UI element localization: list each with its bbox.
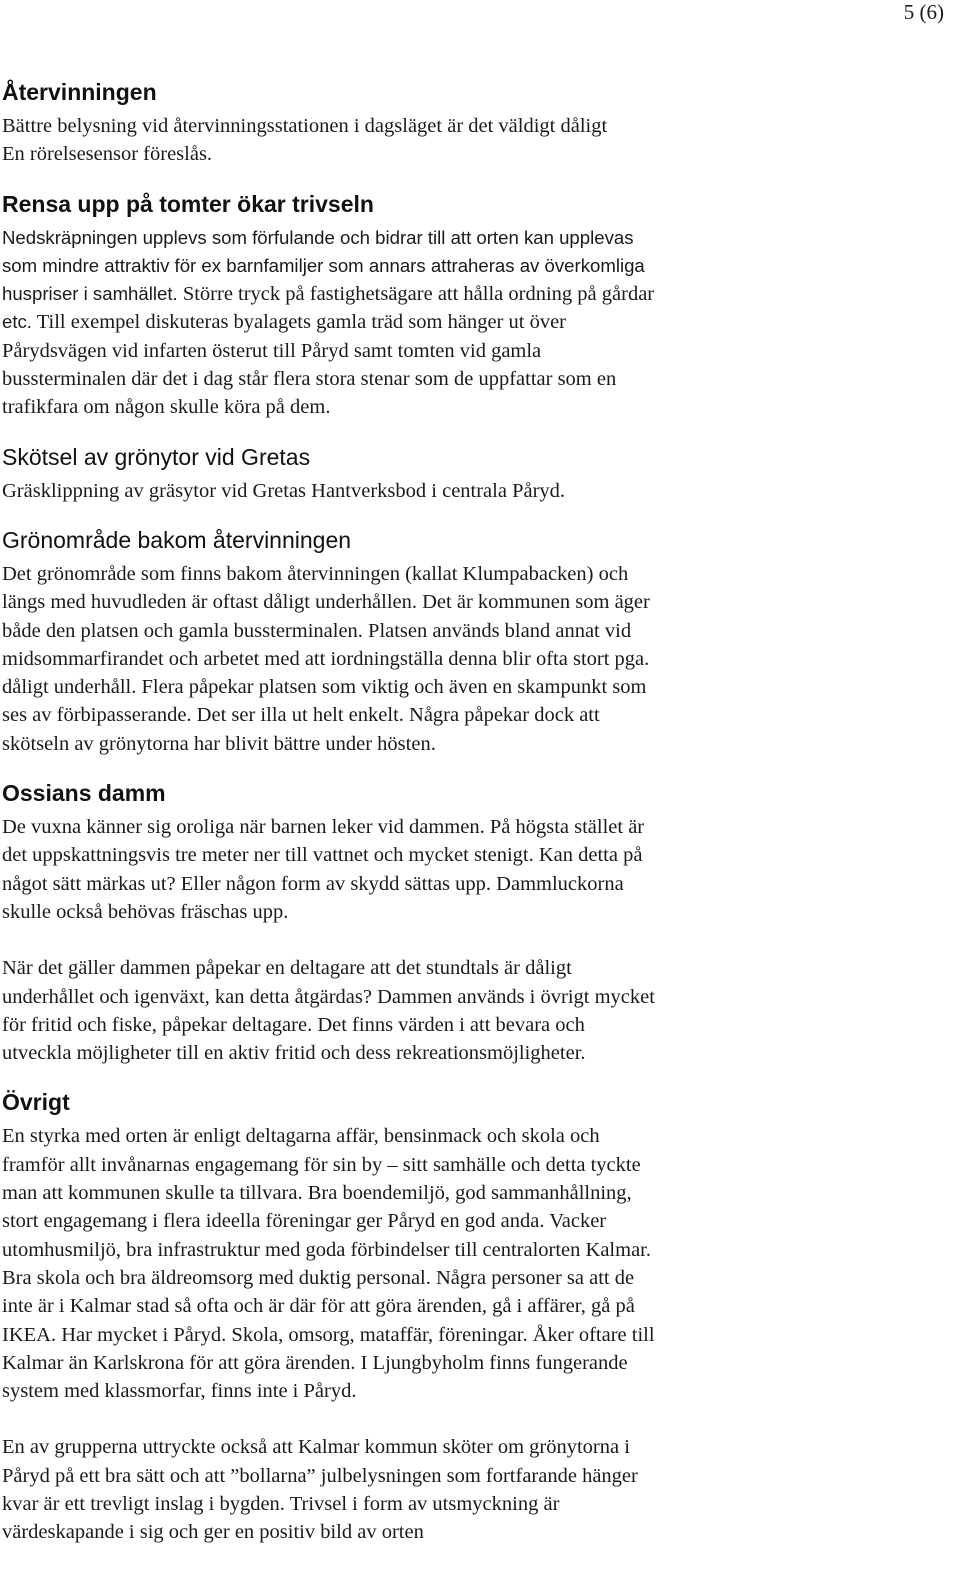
paragraph-line: ses av förbipasserande. Det ser illa ut helt enkelt. Några påpekar dock att: [2, 704, 600, 727]
section-heading-skotsel: Skötsel av grönytor vid Gretas: [2, 443, 311, 470]
paragraph-line: skötseln av grönytorna har blivit bättre under hösten.: [2, 732, 436, 755]
paragraph-line: framför allt invånarnas engagemang för sin by – sitt samhälle och detta tyckte: [2, 1153, 641, 1176]
paragraph-line: [2, 280, 952, 308]
paragraph-line: dåligt underhåll. Flera påpekar platsen som viktig och även en skampunkt som: [2, 676, 647, 699]
paragraph-line: underhållet och igenväxt, kan detta åtgärdas? Dammen används i övrigt mycket: [2, 985, 655, 1008]
paragraph-line: stort engagemang i flera ideella föreningar ger Påryd en god anda. Vacker: [2, 1210, 607, 1233]
paragraph-line: bussterminalen där det i dag står flera stora stenar som de uppfattar som en: [2, 368, 617, 391]
page-number: 5 (6): [903, 0, 944, 24]
paragraph-line: man att kommunen skulle ta tillvara. Bra boendemiljö, god sammanhållning,: [2, 1182, 632, 1205]
paragraph-text: etc.: [2, 311, 32, 333]
paragraph-line: utomhusmiljö, bra infrastruktur med goda förbindelser till centralorten Kalmar.: [2, 1238, 651, 1261]
paragraph-line: [2, 252, 952, 280]
paragraph-line: midsommarfirandet och arbetet med att iordningställa denna blir ofta stort pga.: [2, 647, 650, 670]
paragraph-line: Gräsklippning av gräsytor vid Gretas Hantverksbod i centrala Påryd.: [2, 479, 566, 502]
paragraph-text: Större tryck på fastighetsägare att hålla ordning på gårdar: [177, 283, 655, 306]
paragraph-text: huspriser i samhället.: [2, 283, 178, 305]
paragraph-line: En rörelsesensor föreslås.: [2, 143, 213, 166]
paragraph-line: värdeskapande i sig och ger en positiv bild av orten: [2, 1521, 424, 1544]
paragraph-line: system med klassmorfar, finns inte i Påryd.: [2, 1380, 357, 1403]
paragraph-line: längs med huvudleden är oftast dåligt underhållen. Det är kommunen som äger: [2, 591, 650, 614]
paragraph-line: En styrka med orten är enligt deltagarna affär, bensinmack och skola och: [2, 1125, 600, 1148]
paragraph-text: Till exempel diskuteras byalagets gamla träd som hänger ut över: [31, 311, 567, 334]
section-heading-atervinningen: Återvinningen: [2, 79, 157, 105]
paragraph-line: för fritid och fiske, påpekar deltagare. Det finns värden i att bevara och: [2, 1013, 585, 1036]
paragraph-line: De vuxna känner sig oroliga när barnen leker vid dammen. På högsta stället är: [2, 816, 645, 839]
paragraph-line: En av grupperna uttryckte också att Kalmar kommun sköter om grönytorna i: [2, 1436, 630, 1459]
paragraph-line: Kalmar än Karlskrona för att göra ärenden. I Ljungbyholm finns fungerande: [2, 1351, 628, 1374]
paragraph-line: Påryd på ett bra sätt och att ”bollarna” julbelysningen som fortfarande hänger: [2, 1464, 638, 1487]
paragraph-line: skulle också behövas fräschas upp.: [2, 900, 289, 923]
section-heading-ossians-damm: Ossians damm: [2, 780, 166, 807]
paragraph-line: [2, 308, 952, 336]
paragraph-line: IKEA. Har mycket i Påryd. Skola, omsorg, mataffär, föreningar. Åker oftare till: [2, 1323, 655, 1346]
paragraph-line: [2, 224, 952, 252]
paragraph-line: både den platsen och gamla bussterminalen. Platsen används bland annat vid: [2, 619, 632, 642]
paragraph-line: När det gäller dammen påpekar en deltagare att det stundtals är dåligt: [2, 957, 572, 980]
paragraph-line: inte är i Kalmar stad så ofta och är där för att göra ärenden, gå i affärer, gå på: [2, 1295, 635, 1318]
paragraph-text: som mindre attraktiv för ex barnfamiljer som annars attraheras av överkomliga: [2, 254, 645, 276]
paragraph-line: Bättre belysning vid återvinningsstationen i dagsläget är det väldigt dåligt: [2, 115, 608, 137]
section-heading-rensa-upp: Rensa upp på tomter ökar trivseln: [2, 190, 374, 217]
paragraph-line: något sätt märkas ut? Eller någon form av skydd sättas upp. Dammluckorna: [2, 872, 624, 895]
section-heading-ovrigt: Övrigt: [2, 1089, 70, 1116]
paragraph-line: det uppskattningsvis tre meter ner till vattnet och mycket stenigt. Kan detta på: [2, 844, 643, 867]
paragraph-line: utveckla möjligheter till en aktiv fritid och dess rekreationsmöjligheter.: [2, 1042, 586, 1065]
paragraph-line: Bra skola och bra äldreomsorg med duktig personal. Några personer sa att de: [2, 1266, 635, 1289]
paragraph-line: kvar är ett trevligt inslag i bygden. Trivsel i form av utsmyckning är: [2, 1492, 560, 1515]
paragraph-line: Pårydsvägen vid infarten österut till Påryd samt tomten vid gamla: [2, 339, 542, 362]
section-heading-gronomrade: Grönområde bakom återvinningen: [2, 526, 352, 553]
paragraph-line: Det grönområde som finns bakom återvinningen (kallat Klumpabacken) och: [2, 562, 629, 585]
paragraph-text: Nedskräpningen upplevs som förfulande och bidrar till att orten kan upplevas: [2, 226, 634, 248]
document-body: [2, 78, 952, 1547]
paragraph-line: trafikfara om någon skulle köra på dem.: [2, 396, 331, 419]
